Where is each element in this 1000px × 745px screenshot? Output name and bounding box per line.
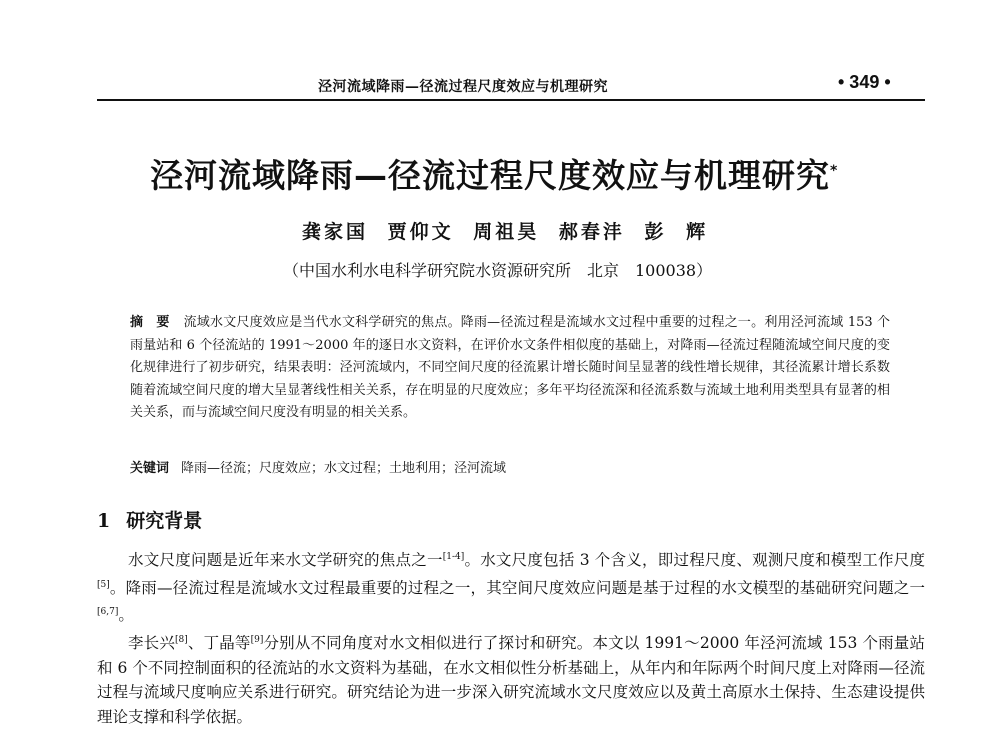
p1-text-c: 。降雨—径流过程是流域水文过程最重要的过程之一，其空间尺度效应问题是基于过程的水文模型的基础研究问题之一 (109, 578, 925, 597)
abstract-label: 摘 要 (130, 315, 170, 330)
keywords (130, 457, 890, 476)
abstract-text: 流域水文尺度效应是当代水文科学研究的焦点。降雨—径流过程是流域水文过程中重要的过程之一。利用泾河流域 153 个雨量站和 6 个径流站的 1991～2000 年的逐日水文资料，在评价水文条件相似度的基础上，对降雨—径流过程随流域空间尺度的变化规律进行了初步研究，结果表明：泾河流域内，不同空间尺度的径流累计增长随时间呈显著的线性增长规律，其径流累计增长系数随着流域空间尺度的增大呈显著线性相关关系，存在明显的尺度效应；多年平均径流深和径流系数与流域土地利用类型具有显著的相关关系，而与流域空间尺度没有明显的相关关系。 (130, 315, 890, 420)
citation-ref: [8] (175, 634, 188, 645)
p1-text-a: 水文尺度问题是近年来水文学研究的焦点之一 (128, 551, 443, 570)
paragraph-2 (97, 628, 925, 729)
section-heading (97, 506, 202, 533)
keywords-text: 降雨—径流；尺度效应；水文过程；土地利用；泾河流域 (181, 461, 507, 476)
section-title-text: 研究背景 (126, 510, 203, 532)
paper-title-text: 泾河流域降雨—径流过程尺度效应与机理研究 (150, 156, 830, 195)
abstract (130, 312, 890, 425)
p2-text-a: 李长兴 (128, 634, 175, 653)
title-footnote-mark: * (830, 163, 839, 179)
page-number: • 349 • (838, 72, 891, 92)
keywords-label: 关键词 (130, 461, 170, 476)
paragraph-1 (97, 545, 925, 628)
p2-text-c: 分别从不同角度对水文相似进行了探讨和研究。本文以 1991～2000 年泾河流域 153 个雨量站和 6 个不同控制面积的径流站的水文资料为基础，在水文相似性分析基础上，从年内和年际两个时间尺度上对降雨—径流过程与流域尺度响应关系进行研究。研究结论为进一步深入研究流域水文尺度效应以及黄土高原水土保持、生态建设提供理论支撑和科学依据。 (97, 634, 925, 726)
citation-ref: [6,7] (97, 607, 119, 618)
p1-text-d: 。 (118, 606, 134, 625)
author-list: 龚家国 贾仰文 周祖昊 郝春沣 彭 辉 (302, 221, 709, 243)
citation-ref: [1-4] (442, 552, 465, 562)
running-title: 泾河流域降雨—径流过程尺度效应与机理研究 (318, 79, 608, 95)
p2-text-b: 、丁晶等 (187, 634, 251, 653)
citation-ref: [9] (250, 634, 264, 645)
paper-title (150, 150, 870, 197)
body-text (97, 545, 925, 729)
affiliation: （中国水利水电科学研究院水资源研究所 北京 100038） (283, 261, 713, 280)
section-number: 1 (97, 510, 111, 532)
p1-text-b: 。水文尺度包括 3 个含义，即过程尺度、观测尺度和模型工作尺度 (464, 551, 925, 570)
citation-ref: [5] (97, 579, 110, 590)
header-rule (97, 99, 925, 101)
